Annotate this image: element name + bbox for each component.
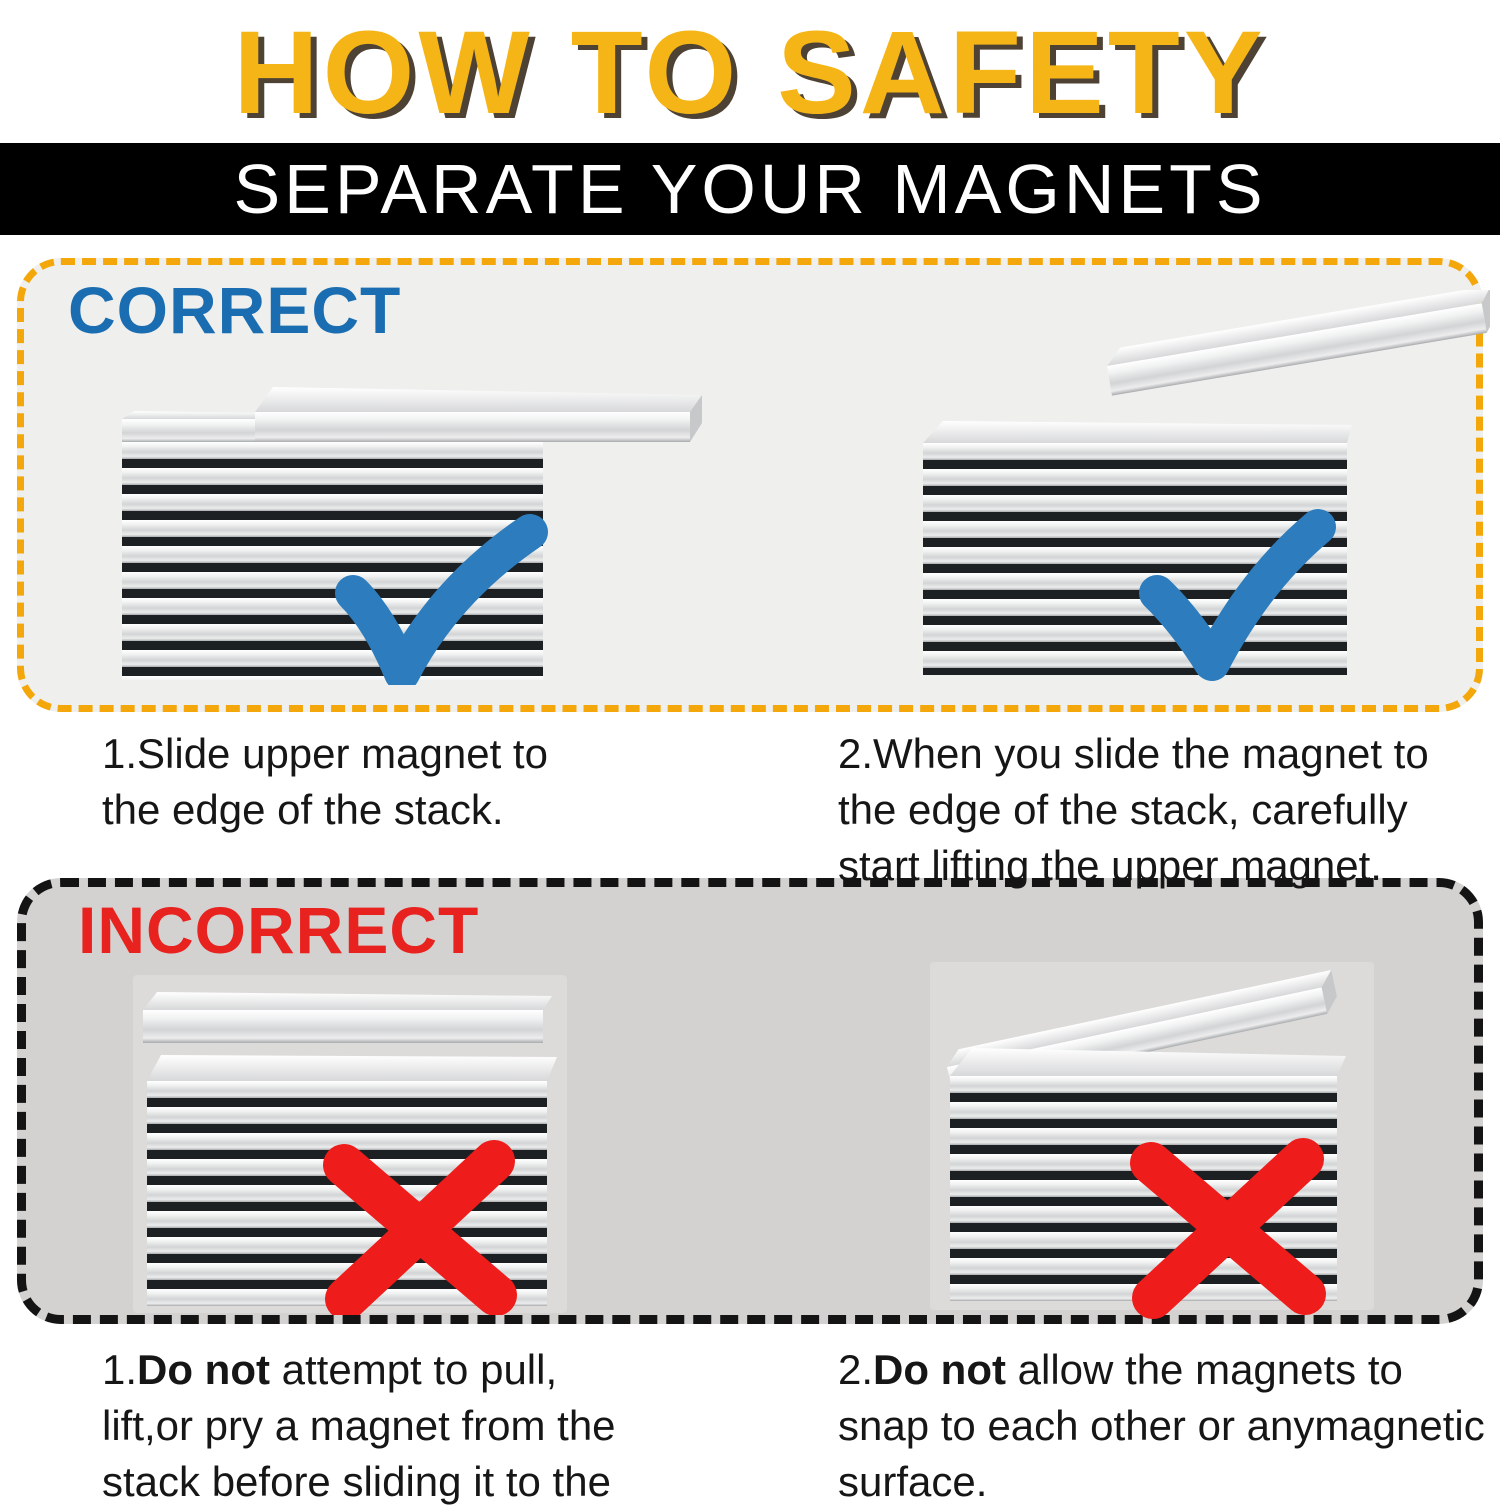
do-not-emphasis: Do not	[873, 1346, 1006, 1393]
pulled-magnet-front	[143, 1010, 543, 1043]
magnet-bar	[122, 419, 264, 442]
caption-line	[838, 1342, 1485, 1398]
caption-line: lift,or pry a magnet from the	[102, 1402, 616, 1449]
caption-line	[102, 1342, 616, 1398]
caption-incorrect-step1	[102, 1342, 616, 1510]
caption-correct-step1	[102, 726, 548, 838]
page-title: HOW TO SAFETY	[233, 7, 1267, 139]
caption-line: 2.When you slide the magnet to	[838, 730, 1429, 777]
incorrect-step1-photo	[110, 955, 590, 1315]
caption-line: snap to each other or anymagnetic	[838, 1402, 1485, 1449]
step-number: 2.	[838, 1346, 874, 1393]
caption-line: the edge of the stack, carefully	[838, 786, 1408, 833]
caption-incorrect-step2	[838, 1342, 1485, 1510]
caption-line: start lifting the upper magnet.	[838, 842, 1382, 889]
caption-line: stack before sliding it to the	[102, 1458, 611, 1505]
correct-label: CORRECT	[68, 273, 402, 347]
caption-line: surface.	[838, 1458, 988, 1505]
correct-step2-photo	[860, 290, 1490, 690]
caption-line: 1.Slide upper magnet to	[102, 730, 548, 777]
step-number: 1.	[102, 1346, 138, 1393]
incorrect-label: INCORRECT	[78, 893, 480, 967]
caption-text: allow the magnets to	[1005, 1346, 1403, 1393]
slid-magnet	[255, 412, 690, 442]
caption-line: the edge of the stack.	[102, 786, 504, 833]
pulled-magnet	[143, 992, 552, 1043]
do-not-emphasis: Do not	[137, 1346, 270, 1393]
stack-top-face	[147, 1055, 557, 1081]
caption-correct-step2	[838, 726, 1429, 894]
slid-magnet-top	[255, 387, 702, 412]
incorrect-step2-photo	[900, 950, 1390, 1322]
subtitle-banner	[0, 143, 1500, 235]
subtitle-text: SEPARATE YOUR MAGNETS	[233, 150, 1267, 228]
caption-text: attempt to pull,	[269, 1346, 558, 1393]
stack-top-face	[923, 421, 1352, 443]
lifted-magnet	[1104, 290, 1490, 396]
magnet-bar-top	[122, 411, 276, 419]
correct-step1-photo	[90, 375, 710, 685]
